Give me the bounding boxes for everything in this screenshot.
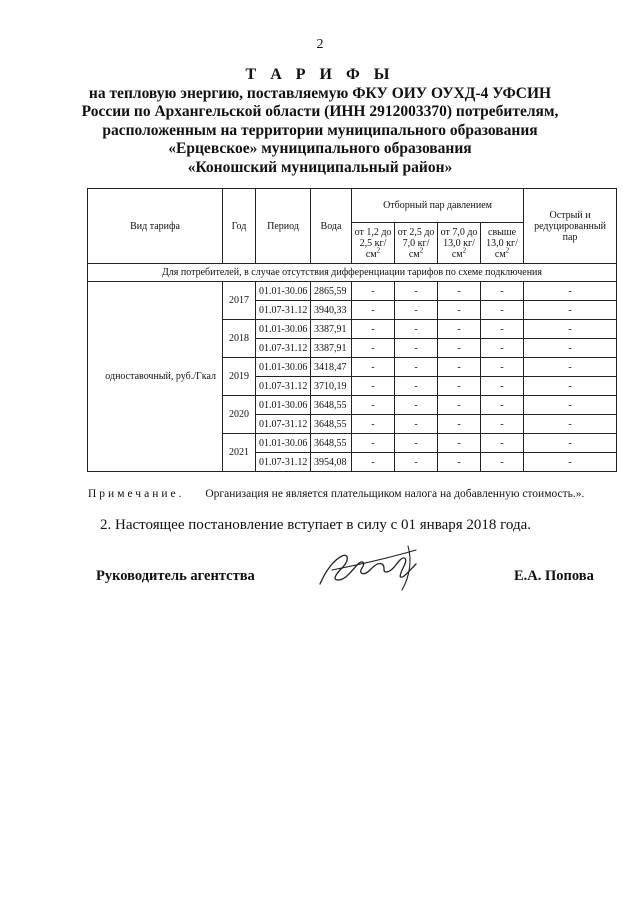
- title-line-3: расположенным на территории муниципального образования: [102, 121, 538, 139]
- period-cell: 01.01-30.06: [256, 434, 311, 453]
- title-line-4: «Ерцевское» муниципального образования: [168, 140, 472, 157]
- header-water: Вода: [311, 189, 352, 264]
- water-cell: 3387,91: [311, 339, 352, 358]
- steam-cell: -: [352, 320, 395, 339]
- period-cell: 01.01-30.06: [256, 320, 311, 339]
- sharp-steam-cell: -: [524, 282, 617, 301]
- period-cell: 01.07-31.12: [256, 415, 311, 434]
- period-cell: 01.07-31.12: [256, 377, 311, 396]
- header-tariff-type: Вид тарифа: [88, 189, 223, 264]
- sharp-steam-cell: -: [524, 377, 617, 396]
- water-cell: 3648,55: [311, 415, 352, 434]
- period-cell: 01.07-31.12: [256, 301, 311, 320]
- steam-cell: -: [352, 377, 395, 396]
- header-steam-group: Отборный пар давлением: [352, 189, 524, 223]
- steam-cell: -: [395, 339, 438, 358]
- steam-cell: -: [395, 396, 438, 415]
- period-cell: 01.01-30.06: [256, 282, 311, 301]
- sharp-steam-cell: -: [524, 301, 617, 320]
- steam-cell: -: [352, 282, 395, 301]
- water-cell: 2865,59: [311, 282, 352, 301]
- steam-cell: -: [481, 320, 524, 339]
- steam-cell: -: [481, 301, 524, 320]
- sharp-steam-cell: -: [524, 396, 617, 415]
- steam-cell: -: [438, 415, 481, 434]
- sharp-steam-cell: -: [524, 339, 617, 358]
- water-cell: 3954,08: [311, 453, 352, 472]
- period-cell: 01.01-30.06: [256, 396, 311, 415]
- header-steam-2: от 2,5 до 7,0 $кг/см^2$: [395, 223, 438, 264]
- steam-cell: -: [395, 415, 438, 434]
- steam-cell: -: [438, 339, 481, 358]
- steam-cell: -: [438, 301, 481, 320]
- steam-cell: -: [481, 453, 524, 472]
- period-cell: 01.07-31.12: [256, 453, 311, 472]
- year-cell: 2021: [223, 434, 256, 472]
- period-cell: 01.01-30.06: [256, 358, 311, 377]
- header-sharp-steam: Острый и редуцированный пар: [524, 189, 617, 264]
- remark-label: Примечание.: [88, 488, 185, 500]
- year-cell: 2018: [223, 320, 256, 358]
- year-cell: 2017: [223, 282, 256, 320]
- steam-cell: -: [395, 434, 438, 453]
- header-steam-1: от 1,2 до 2,5 $кг/см^2$: [352, 223, 395, 264]
- header-steam-4: свыше 13,0 $кг/см^2$: [481, 223, 524, 264]
- remark: [88, 488, 628, 500]
- steam-cell: -: [438, 320, 481, 339]
- steam-cell: -: [438, 434, 481, 453]
- steam-cell: -: [395, 358, 438, 377]
- header-period: Период: [256, 189, 311, 264]
- steam-cell: -: [352, 453, 395, 472]
- steam-cell: -: [395, 453, 438, 472]
- tariff-table: [87, 188, 617, 472]
- document-title: [40, 66, 600, 177]
- header-steam-3: от 7,0 до 13,0 $кг/см^2$: [438, 223, 481, 264]
- sharp-steam-cell: -: [524, 434, 617, 453]
- steam-cell: -: [481, 434, 524, 453]
- steam-cell: -: [352, 396, 395, 415]
- year-cell: 2019: [223, 358, 256, 396]
- steam-cell: -: [395, 377, 438, 396]
- tariff-type-cell: одноставочный, руб./Гкал: [88, 282, 223, 472]
- sharp-steam-cell: -: [524, 415, 617, 434]
- sharp-steam-cell: -: [524, 358, 617, 377]
- period-cell: 01.07-31.12: [256, 339, 311, 358]
- steam-cell: -: [395, 301, 438, 320]
- steam-cell: -: [395, 320, 438, 339]
- water-cell: 3418,47: [311, 358, 352, 377]
- water-cell: 3648,55: [311, 396, 352, 415]
- steam-cell: -: [438, 377, 481, 396]
- page-number: 2: [316, 37, 324, 52]
- steam-cell: -: [481, 377, 524, 396]
- water-cell: 3648,55: [311, 434, 352, 453]
- steam-cell: -: [352, 339, 395, 358]
- steam-cell: -: [481, 396, 524, 415]
- header-year: Год: [223, 189, 256, 264]
- steam-cell: -: [438, 396, 481, 415]
- steam-cell: -: [438, 358, 481, 377]
- sharp-steam-cell: -: [524, 453, 617, 472]
- steam-cell: -: [352, 301, 395, 320]
- title-main: Т А Р И Ф Ы: [245, 66, 395, 83]
- steam-cell: -: [481, 358, 524, 377]
- year-cell: 2020: [223, 396, 256, 434]
- steam-cell: -: [481, 339, 524, 358]
- steam-cell: -: [438, 282, 481, 301]
- steam-cell: -: [352, 358, 395, 377]
- steam-cell: -: [481, 415, 524, 434]
- signer-name: Е.А. Попова: [514, 568, 594, 584]
- title-line-1: на тепловую энергию, поставляемую ФКУ ОИУ ОУХД-4 УФСИН: [88, 84, 552, 102]
- remark-text: Организация не является плательщиком налога на добавленную стоимость.».: [205, 488, 585, 500]
- steam-cell: -: [352, 415, 395, 434]
- signature-image: [312, 540, 436, 596]
- decree-text: 2. Настоящее постановление вступает в силу с 01 января 2018 года.: [100, 517, 532, 533]
- water-cell: 3387,91: [311, 320, 352, 339]
- title-line-2: России по Архангельской области (ИНН 2912003370) потребителям,: [81, 103, 559, 120]
- steam-cell: -: [438, 453, 481, 472]
- title-line-5: «Коношский муниципальный район»: [187, 158, 453, 176]
- steam-cell: -: [481, 282, 524, 301]
- water-cell: 3710,19: [311, 377, 352, 396]
- table-row: [88, 282, 617, 301]
- note-row: Для потребителей, в случае отсутствия дифференциации тарифов по схеме подключения: [88, 264, 617, 282]
- signer-title: Руководитель агентства: [96, 568, 255, 584]
- water-cell: 3940,33: [311, 301, 352, 320]
- steam-cell: -: [352, 434, 395, 453]
- steam-cell: -: [395, 282, 438, 301]
- sharp-steam-cell: -: [524, 320, 617, 339]
